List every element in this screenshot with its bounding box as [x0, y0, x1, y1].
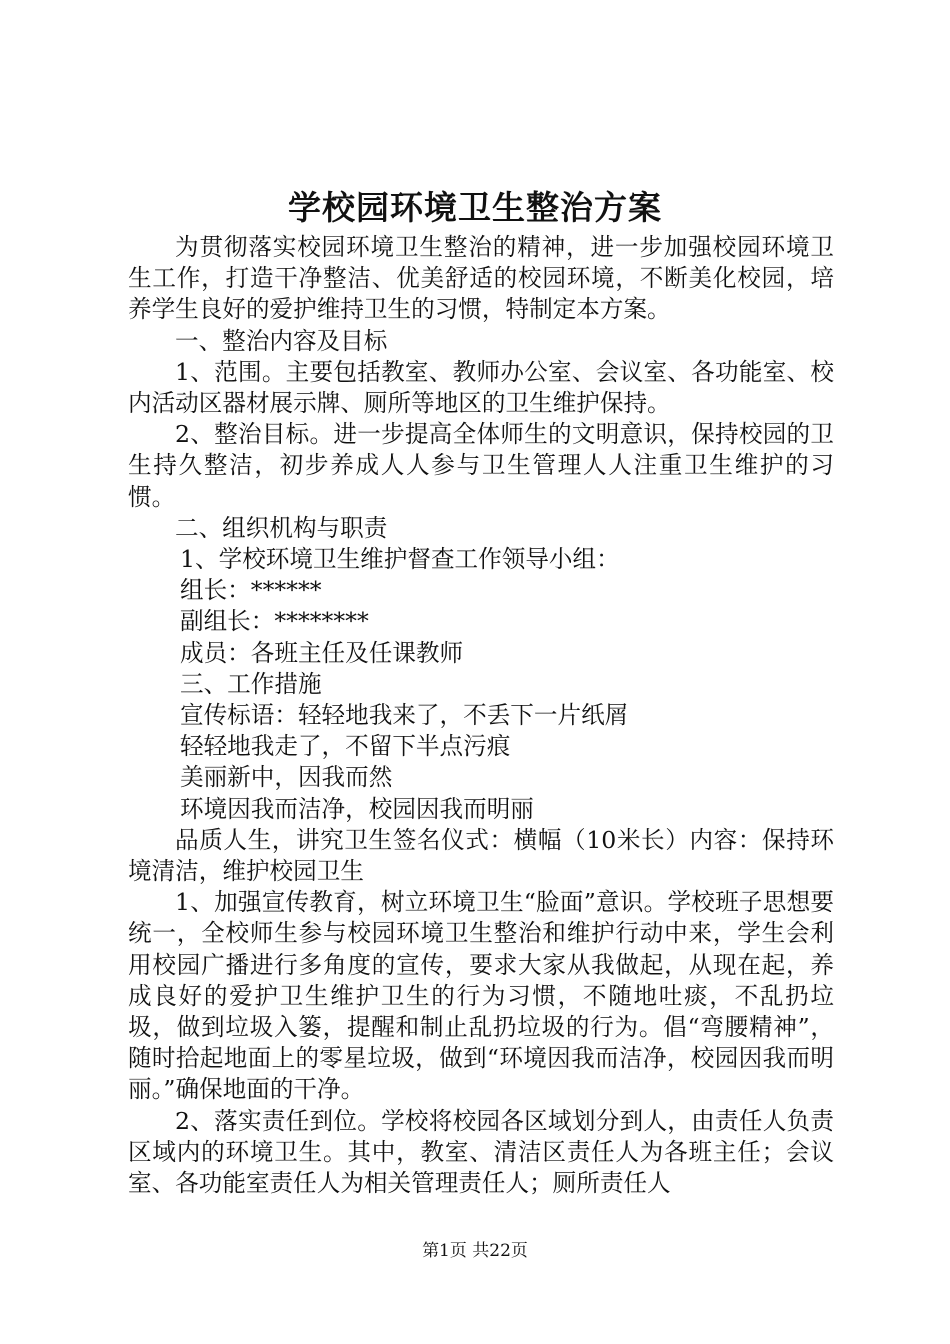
paragraph-deputy-leader: 副组长：******** [180, 607, 369, 636]
document-title: 学校园环境卫生整治方案 [288, 188, 662, 227]
paragraph-goal: 2、整治目标。进一步提高全体师生的文明意识，保持校园的卫生持久整洁，初步养成人人参与卫生管理人人注重卫生维护的习惯。 [128, 420, 834, 511]
page-footer: 第1页 共22页 [422, 1241, 528, 1261]
slogan-line-3: 美丽新中，因我而然 [180, 763, 393, 792]
slogan-line-4: 环境因我而洁净，校园因我而明丽 [180, 794, 534, 823]
section-heading-1: 一、整治内容及目标 [175, 326, 388, 355]
slogan-line-1: 宣传标语：轻轻地我来了，不丢下一片纸屑 [180, 701, 629, 730]
paragraph-leader: 组长：****** [180, 576, 322, 605]
paragraph-group: 1、学校环境卫生维护督查工作领导小组： [180, 545, 620, 574]
paragraph-measure-2: 2、落实责任到位。学校将校园各区域划分到人，由责任人负责区域内的环境卫生。其中，教室、清洁区责任人为各班主任；会议室、各功能室责任人为相关管理责任人；厕所责任人 [128, 1106, 834, 1198]
section-heading-3: 三、工作措施 [180, 669, 322, 698]
document-body [128, 232, 834, 1199]
paragraph-scope: 1、范围。主要包括教室、教师办公室、会议室、各功能室、校内活动区器材展示牌、厕所等地区的卫生维护保持。 [128, 357, 834, 418]
paragraph-measure-1: 1、加强宣传教育，树立环境卫生“脸面”意识。学校班子思想要统一，全校师生参与校园环境卫生整治和维护行动中来，学生会利用校园广播进行多角度的宣传，要求大家从我做起，从现在起，养成良好的爱护卫生维护卫生的行为习惯，不随地吐痰，不乱扔垃圾，做到垃圾入篓，提醒和制止乱扔垃圾的行为。倡“弯腰精神”，随时拾起地面上的零星垃圾，做到“环境因我而洁净，校园因我而明丽。”确保地面的干净。 [128, 888, 834, 1104]
paragraph-members: 成员：各班主任及任课教师 [180, 638, 464, 667]
slogan-line-2: 轻轻地我走了，不留下半点污痕 [180, 732, 511, 761]
paragraph-intro: 为贯彻落实校园环境卫生整治的精神，进一步加强校园环境卫生工作，打造干净整洁、优美舒适的校园环境，不断美化校园，培养学生良好的爱护维持卫生的习惯，特制定本方案。 [128, 233, 834, 324]
paragraph-signing-ceremony: 品质人生，讲究卫生签名仪式：横幅（10米长）内容：保持环境清洁，维护校园卫生 [128, 825, 834, 886]
section-heading-2: 二、组织机构与职责 [175, 513, 388, 542]
